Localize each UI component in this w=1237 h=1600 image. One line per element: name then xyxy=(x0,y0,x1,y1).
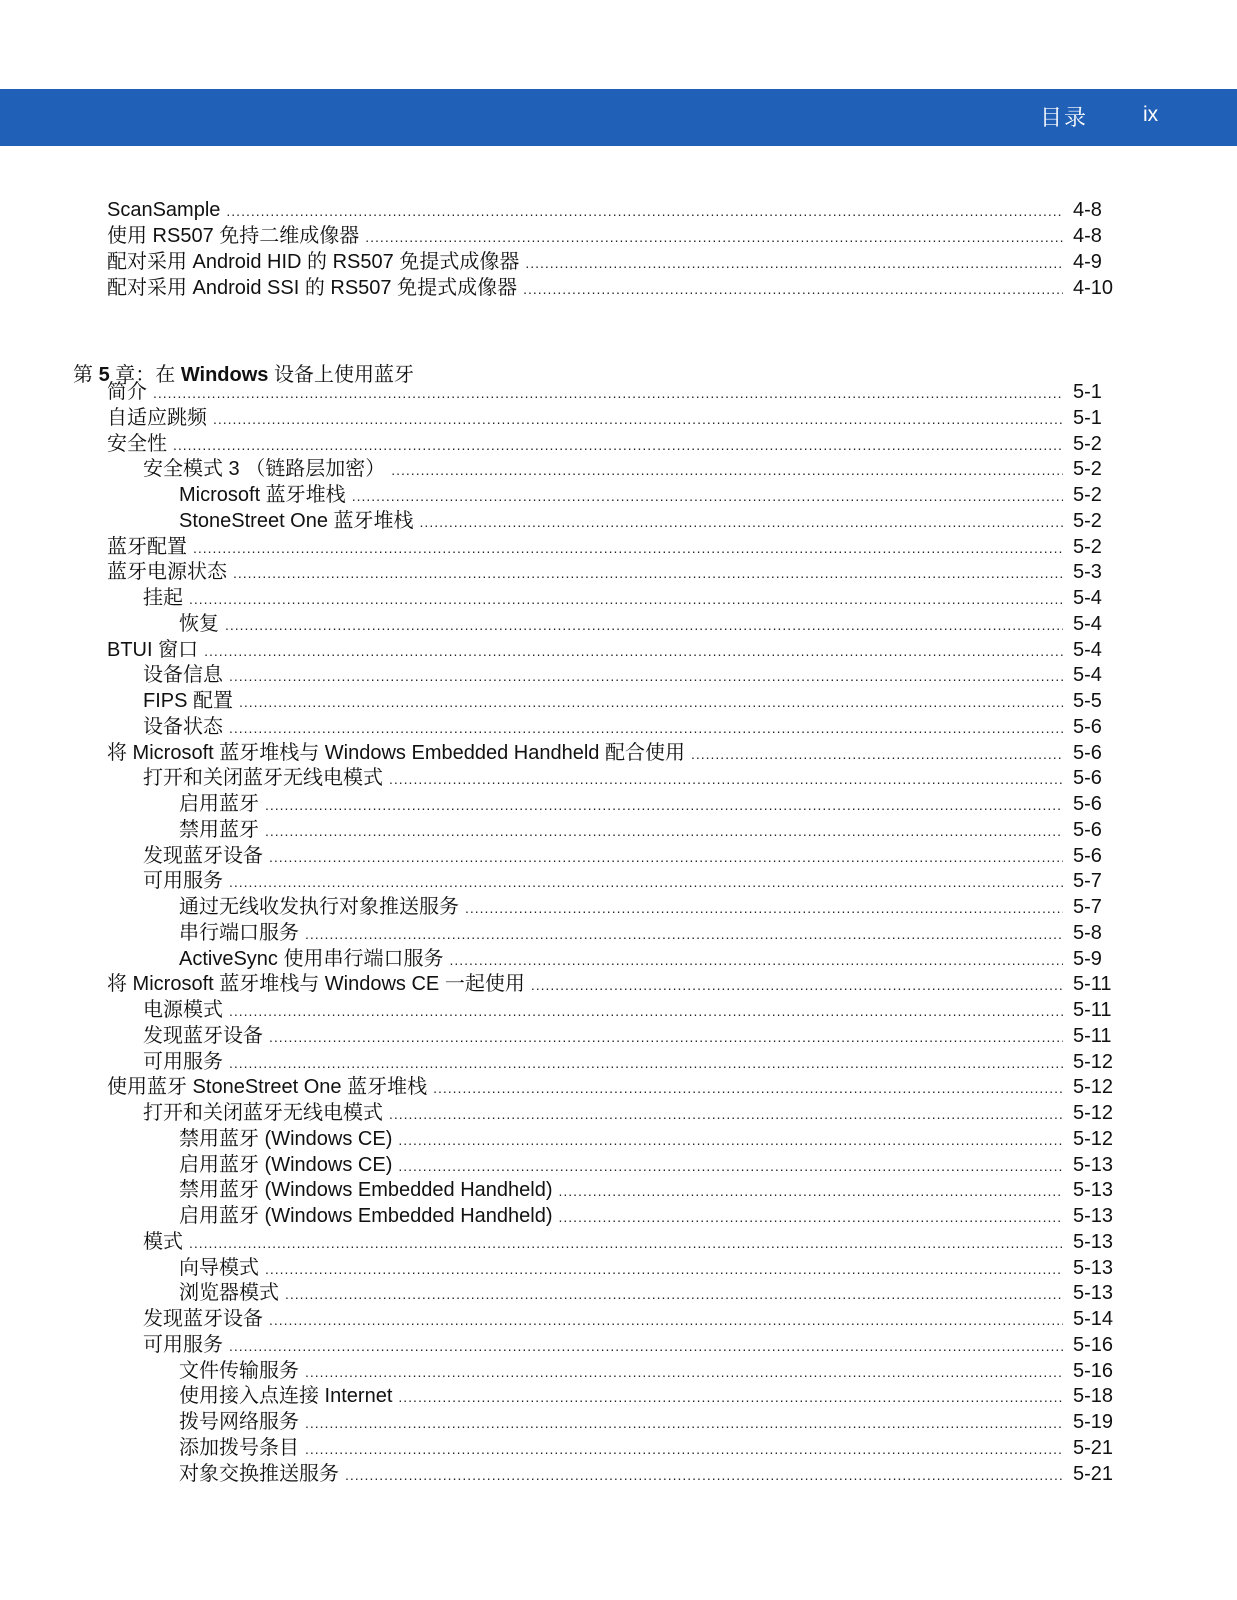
dot-leader xyxy=(465,895,1063,921)
toc-entry-page: 5-8 xyxy=(1073,921,1102,944)
toc-entry-label: 发现蓝牙设备 xyxy=(143,844,263,867)
toc-entry[interactable] xyxy=(179,1435,1123,1461)
toc-entry[interactable] xyxy=(107,559,1123,585)
toc-entry[interactable] xyxy=(143,1306,1123,1332)
toc-entry[interactable] xyxy=(143,1049,1123,1075)
toc-entry-page: 5-18 xyxy=(1073,1385,1114,1408)
toc-entry-label: 电源模式 xyxy=(143,999,223,1021)
dot-leader xyxy=(229,1050,1063,1076)
dot-leader xyxy=(269,844,1063,870)
dot-leader xyxy=(559,1178,1064,1204)
toc-entry[interactable] xyxy=(143,1100,1123,1126)
toc-entry-page: 5-21 xyxy=(1073,1436,1114,1459)
toc-entry[interactable] xyxy=(179,920,1123,946)
toc-entry-label: Microsoft 蓝牙堆栈 xyxy=(179,484,346,506)
dot-leader xyxy=(265,792,1063,818)
toc-entry-page: 5-3 xyxy=(1073,561,1102,584)
dot-leader xyxy=(226,198,1063,224)
dot-leader xyxy=(229,998,1063,1024)
toc-entry-page: 5-6 xyxy=(1073,715,1102,738)
toc-entry-label: 启用蓝牙 xyxy=(179,793,259,815)
chapter-number: 5 xyxy=(98,364,110,386)
toc-entry[interactable] xyxy=(143,843,1123,869)
toc-entry-page: 5-6 xyxy=(1073,767,1102,790)
toc-entry[interactable] xyxy=(107,971,1123,997)
dot-leader xyxy=(213,406,1063,432)
toc-entry-label: 发现蓝牙设备 xyxy=(143,1308,263,1330)
toc-entry-label: 对象交换推送服务 xyxy=(179,1462,339,1485)
toc-entry[interactable] xyxy=(179,1152,1123,1178)
toc-entry-page: 5-12 xyxy=(1073,1102,1114,1124)
toc-entry[interactable] xyxy=(179,1358,1123,1384)
toc-entry-page: 5-6 xyxy=(1073,818,1102,841)
dot-leader xyxy=(269,1307,1063,1333)
toc-entry-label: 自适应跳频 xyxy=(107,406,207,429)
toc-entry-label: 文件传输服务 xyxy=(179,1359,299,1382)
toc-entry-label: 可用服务 xyxy=(143,1333,223,1356)
dot-leader xyxy=(531,972,1063,998)
toc-entry-label: 将 Microsoft 蓝牙堆栈与 Windows Embedded Handheld 配合使用 xyxy=(107,741,685,764)
toc-entry[interactable] xyxy=(107,1074,1123,1100)
toc-entry-page: 4-8 xyxy=(1073,225,1102,247)
dot-leader xyxy=(225,612,1063,638)
dot-leader xyxy=(389,1101,1063,1127)
dot-leader xyxy=(229,663,1063,689)
toc-entry-page: 5-11 xyxy=(1073,999,1112,1021)
toc-entry[interactable] xyxy=(179,817,1123,843)
toc-entry-label: 简介 xyxy=(107,381,147,403)
toc-entry-label: 蓝牙配置 xyxy=(107,535,187,558)
toc-entry[interactable] xyxy=(143,456,1123,482)
toc-entry[interactable] xyxy=(143,997,1123,1023)
toc-entry-label: 模式 xyxy=(143,1230,183,1253)
toc-entry-page: 5-9 xyxy=(1073,947,1102,970)
dot-leader xyxy=(365,224,1063,250)
dot-leader xyxy=(305,1410,1063,1436)
dot-leader xyxy=(233,560,1063,586)
toc-entry[interactable] xyxy=(179,482,1123,508)
toc-entry-page: 5-6 xyxy=(1073,793,1102,815)
toc-entry-label: 设备信息 xyxy=(143,664,223,687)
toc-entry[interactable] xyxy=(143,868,1123,894)
toc-entry-label: FIPS 配置 xyxy=(143,690,234,712)
toc-entry[interactable] xyxy=(179,1280,1123,1306)
toc-entry-label: 可用服务 xyxy=(143,870,223,893)
dot-leader xyxy=(398,1127,1063,1153)
dot-leader xyxy=(391,457,1063,483)
toc-entry-label: 设备状态 xyxy=(143,715,223,738)
dot-leader xyxy=(449,947,1063,973)
toc-entry-label: 禁用蓝牙 (Windows CE) xyxy=(179,1127,393,1150)
dot-leader xyxy=(523,276,1063,302)
toc-entry-label: 启用蓝牙 (Windows Embedded Handheld) xyxy=(179,1205,553,1227)
toc-entry[interactable] xyxy=(179,1177,1123,1203)
toc-entry-label: 打开和关闭蓝牙无线电模式 xyxy=(143,767,383,790)
toc-entry-page: 5-1 xyxy=(1073,406,1102,429)
toc-entry-label: 串行端口服务 xyxy=(179,921,299,944)
toc-entry-page: 5-5 xyxy=(1073,690,1102,712)
toc-entry-page: 5-2 xyxy=(1073,484,1102,506)
toc-entry-label: 拨号网络服务 xyxy=(179,1411,299,1433)
toc-entry-label: 向导模式 xyxy=(179,1256,259,1279)
toc-entry[interactable] xyxy=(143,714,1123,740)
toc-entry-page: 5-13 xyxy=(1073,1205,1114,1227)
dot-leader xyxy=(305,1436,1063,1462)
toc-entry[interactable] xyxy=(107,275,1123,301)
dot-leader xyxy=(420,509,1063,535)
toc-entry-label: StoneStreet One 蓝牙堆栈 xyxy=(179,509,414,532)
toc-entry-page: 5-12 xyxy=(1073,1127,1114,1150)
toc-entry-label: 安全模式 3 （链路层加密） xyxy=(143,458,386,481)
toc-entry-label: 配对采用 Android SSI 的 RS507 免提式成像器 xyxy=(107,277,518,299)
toc-entry[interactable] xyxy=(179,1126,1123,1152)
dot-leader xyxy=(229,715,1063,741)
toc-entry-label: 发现蓝牙设备 xyxy=(143,1024,263,1047)
toc-entry-label: 配对采用 Android HID 的 RS507 免提式成像器 xyxy=(107,251,520,273)
dot-leader xyxy=(269,1024,1063,1050)
dot-leader xyxy=(559,1204,1064,1230)
dot-leader xyxy=(433,1075,1063,1101)
toc-entry[interactable] xyxy=(107,249,1123,275)
toc-entry-label: 使用 RS507 免持二维成像器 xyxy=(107,225,360,247)
dot-leader xyxy=(153,380,1063,406)
toc-entry[interactable] xyxy=(143,688,1123,714)
toc-entry[interactable] xyxy=(107,534,1123,560)
toc-entry-page: 5-16 xyxy=(1073,1333,1114,1356)
toc-entry[interactable] xyxy=(107,431,1123,457)
toc-entry[interactable] xyxy=(107,223,1123,249)
dot-leader xyxy=(193,535,1063,561)
toc-entry-page: 5-14 xyxy=(1073,1308,1114,1330)
toc-entry-label: ScanSample xyxy=(107,199,221,221)
toc-entry-label: BTUI 窗口 xyxy=(107,638,199,661)
chapter-bold-word: Windows xyxy=(180,364,269,386)
toc-entry-label: 可用服务 xyxy=(143,1050,223,1073)
dot-leader xyxy=(525,250,1063,276)
header-page-number: ix xyxy=(1143,103,1159,126)
dot-leader xyxy=(189,586,1063,612)
toc-entry[interactable] xyxy=(179,1461,1123,1487)
toc-entry-label: 将 Microsoft 蓝牙堆栈与 Windows CE 一起使用 xyxy=(107,973,525,996)
toc-entry-page: 5-12 xyxy=(1073,1076,1114,1099)
toc-entry[interactable] xyxy=(143,1023,1123,1049)
toc-entry-page: 5-16 xyxy=(1073,1359,1114,1382)
dot-leader xyxy=(265,818,1063,844)
toc-entry-label: 使用蓝牙 StoneStreet One 蓝牙堆栈 xyxy=(107,1076,428,1099)
toc-entry[interactable] xyxy=(143,1229,1123,1255)
toc-entry-page: 5-2 xyxy=(1073,509,1102,532)
toc-entry-page: 5-1 xyxy=(1073,381,1102,403)
toc-entry-page: 5-6 xyxy=(1073,741,1102,764)
toc-entry-page: 5-13 xyxy=(1073,1153,1114,1176)
chapter-suffix: 设备上使用蓝牙 xyxy=(273,364,414,386)
toc-entry[interactable] xyxy=(107,637,1123,663)
toc-entry-label: 禁用蓝牙 (Windows Embedded Handheld) xyxy=(179,1179,553,1202)
toc-entry-page: 5-12 xyxy=(1073,1050,1114,1073)
toc-entry-label: 添加拨号条目 xyxy=(179,1436,299,1459)
toc-entry-label: 禁用蓝牙 xyxy=(179,818,259,841)
toc-entry-page: 5-7 xyxy=(1073,870,1102,893)
dot-leader xyxy=(239,689,1063,715)
toc-entry[interactable] xyxy=(179,1383,1123,1409)
toc-entry-page: 5-4 xyxy=(1073,612,1102,635)
dot-leader xyxy=(389,766,1063,792)
toc-entry-page: 5-2 xyxy=(1073,535,1102,558)
toc-entry-page: 5-19 xyxy=(1073,1411,1114,1433)
toc-entry-page: 4-9 xyxy=(1073,251,1102,273)
dot-leader xyxy=(265,1256,1063,1282)
toc-entry-page: 5-13 xyxy=(1073,1256,1114,1279)
toc-entry[interactable] xyxy=(179,1255,1123,1281)
toc-entry[interactable] xyxy=(179,508,1123,534)
toc-entry-page: 4-8 xyxy=(1073,199,1102,221)
chapter-prefix: 第 xyxy=(73,364,93,386)
dot-leader xyxy=(173,432,1063,458)
chapter-mid: 章：在 xyxy=(115,364,176,386)
toc-entry[interactable] xyxy=(107,379,1123,405)
toc-entry-label: 恢复 xyxy=(179,612,219,635)
toc-entry[interactable] xyxy=(179,894,1123,920)
dot-leader xyxy=(691,741,1063,767)
toc-entry-label: 使用接入点连接 Internet xyxy=(179,1385,393,1408)
toc-entry-page: 5-4 xyxy=(1073,638,1102,661)
toc-entry-label: ActiveSync 使用串行端口服务 xyxy=(179,947,444,970)
toc-entry-label: 启用蓝牙 (Windows CE) xyxy=(179,1153,393,1176)
toc-entry-page: 5-4 xyxy=(1073,664,1102,687)
toc-entry-page: 5-21 xyxy=(1073,1462,1114,1485)
toc-entry[interactable] xyxy=(179,1203,1123,1229)
toc-entry-label: 挂起 xyxy=(143,587,183,609)
toc-entry-page: 5-11 xyxy=(1073,973,1112,996)
toc-entry-page: 5-4 xyxy=(1073,587,1102,609)
toc-entry[interactable] xyxy=(179,791,1123,817)
toc-entry[interactable] xyxy=(107,405,1123,431)
toc-entry[interactable] xyxy=(143,1332,1123,1358)
dot-leader xyxy=(189,1230,1063,1256)
toc-entry-page: 5-13 xyxy=(1073,1282,1114,1305)
toc-entry-page: 5-2 xyxy=(1073,432,1102,455)
toc-entry-page: 5-7 xyxy=(1073,896,1102,918)
header-title: 目录 xyxy=(1040,106,1089,131)
dot-leader xyxy=(204,638,1063,664)
toc-entry[interactable] xyxy=(143,765,1123,791)
dot-leader xyxy=(229,869,1063,895)
toc-entry-label: 打开和关闭蓝牙无线电模式 xyxy=(143,1102,383,1124)
toc-entry-page: 5-11 xyxy=(1073,1024,1112,1047)
dot-leader xyxy=(305,921,1063,947)
toc-entry[interactable] xyxy=(143,585,1123,611)
toc-entry-label: 蓝牙电源状态 xyxy=(107,561,227,584)
toc-entry[interactable] xyxy=(143,662,1123,688)
dot-leader xyxy=(285,1281,1063,1307)
toc-entry[interactable] xyxy=(107,740,1123,766)
dot-leader xyxy=(398,1384,1063,1410)
dot-leader xyxy=(305,1359,1063,1385)
dot-leader xyxy=(352,483,1063,509)
toc-entry-label: 安全性 xyxy=(107,432,167,455)
toc-entry-page: 4-10 xyxy=(1073,277,1114,299)
toc-entry[interactable] xyxy=(179,611,1123,637)
toc-entry-page: 5-13 xyxy=(1073,1230,1114,1253)
dot-leader xyxy=(229,1333,1063,1359)
toc-entry[interactable] xyxy=(179,1409,1123,1435)
toc-entry-label: 通过无线收发执行对象推送服务 xyxy=(179,896,459,918)
toc-entry-page: 5-6 xyxy=(1073,844,1102,867)
toc-entry-page: 5-13 xyxy=(1073,1179,1114,1202)
toc-entry[interactable] xyxy=(179,946,1123,972)
toc-entry-page: 5-2 xyxy=(1073,458,1102,481)
dot-leader xyxy=(398,1153,1063,1179)
toc-entry-label: 浏览器模式 xyxy=(179,1282,279,1305)
dot-leader xyxy=(345,1462,1063,1488)
toc-entry[interactable] xyxy=(107,197,1123,223)
